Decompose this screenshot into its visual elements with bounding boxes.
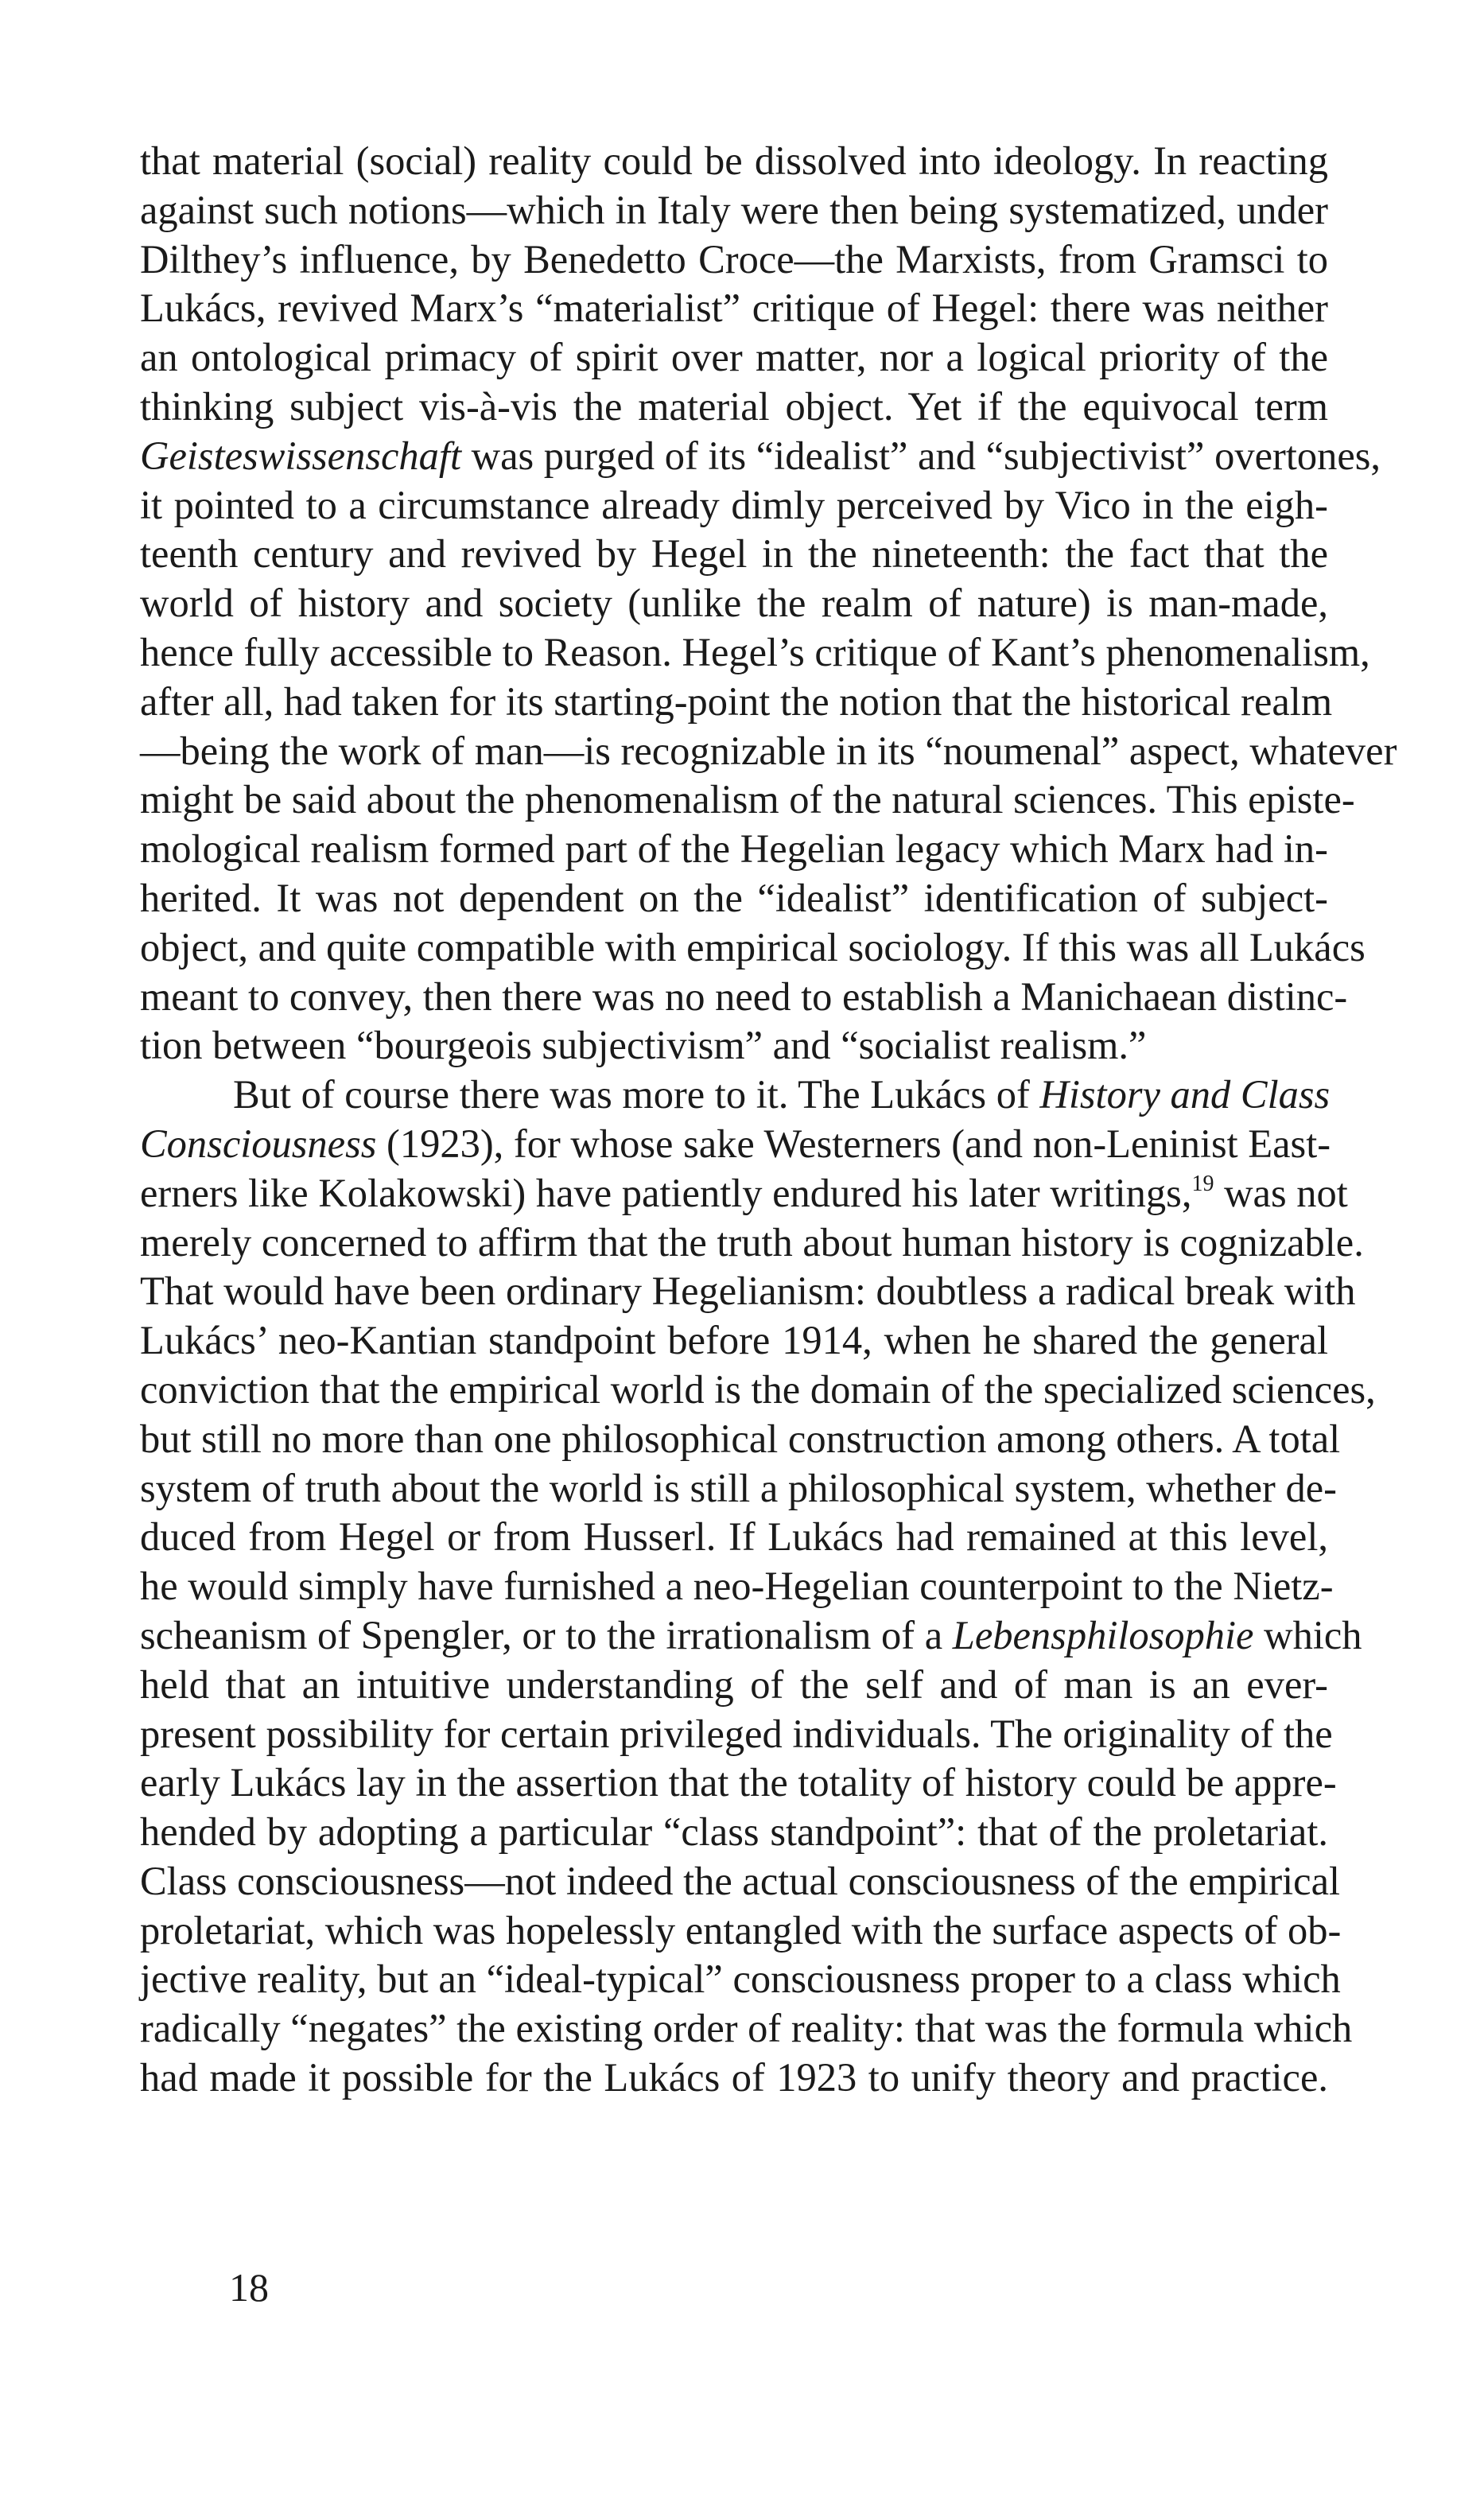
text-line: present possibility for certain privileged individuals. The originality of the (140, 1711, 1333, 1756)
text-line: but still no more than one philosophical construction among others. A total (140, 1416, 1341, 1461)
text-line: it pointed to a circumstance already dimly perceived by Vico in the eigh- (140, 482, 1328, 527)
text-line: Dilthey’s influence, by Benedetto Croce—the Marxists, from Gramsci to (140, 236, 1328, 282)
book-title: Consciousness (140, 1121, 377, 1166)
text-line: mological realism formed part of the Hegelian legacy which Marx had in- (140, 826, 1328, 872)
text-line: had made it possible for the Lukács of 1923 to unify theory and practice. (140, 2055, 1328, 2100)
text-span: erners like Kolakowski) have patiently endured his later writings, (140, 1170, 1192, 1215)
paragraph (140, 137, 1397, 1071)
text-line: Lukács’ neo-Kantian standpoint before 1914, when he shared the general (140, 1318, 1328, 1363)
text-line: hended by adopting a particular “class standpoint”: that of the proletariat. (140, 1809, 1328, 1855)
text-line: herited. It was not dependent on the “idealist” identification of subject- (140, 875, 1328, 920)
text-span: was not (1214, 1170, 1348, 1215)
text-line: held that an intuitive understanding of the self and of man is an ever- (140, 1661, 1328, 1707)
text-span: which (1253, 1612, 1362, 1657)
text-line: world of history and society (unlike the realm of nature) is man-made, (140, 581, 1328, 626)
text-line: —being the work of man—is recognizable in its “noumenal” aspect, whatever (140, 728, 1397, 773)
text-line: conviction that the empirical world is the domain of the specialized sciences, (140, 1366, 1376, 1412)
text-line: hence fully accessible to Reason. Hegel’s critique of Kant’s phenomenalism, (140, 629, 1370, 674)
text-line: he would simply have furnished a neo-Hegelian counterpoint to the Nietz- (140, 1564, 1334, 1609)
text-line: early Lukács lay in the assertion that the totality of history could be appre- (140, 1760, 1337, 1805)
text-line: That would have been ordinary Hegelianism: doubtless a radical break with (140, 1269, 1356, 1314)
text-line: proletariat, which was hopelessly entangled with the surface aspects of ob- (140, 1907, 1342, 1953)
text-line (140, 432, 1381, 481)
text-span: scheanism of Spengler, or to the irrationalism of a (140, 1612, 953, 1657)
text-line (140, 1169, 1348, 1218)
text-span: was purged of its “idealist” and “subjectivist” overtones, (460, 433, 1381, 478)
text-line: merely concerned to affirm that the truth about human history is cognizable. (140, 1219, 1364, 1265)
text-line: that material (social) reality could be dissolved into ideology. In reacting (140, 138, 1328, 183)
text-line: Lukács, revived Marx’s “materialist” critique of Hegel: there was neither (140, 286, 1328, 331)
text-line: meant to convey, then there was no need to establish a Manichaean distinc- (140, 973, 1348, 1019)
page-number: 18 (229, 2265, 269, 2310)
text-line: might be said about the phenomenalism of the natural sciences. This episte- (140, 777, 1355, 822)
text-line: teenth century and revived by Hegel in the nineteenth: the fact that the (140, 531, 1328, 577)
text-line (140, 1071, 1331, 1120)
text-line: an ontological primacy of spirit over matter, nor a logical priority of the (140, 335, 1328, 380)
paragraph (140, 1071, 1376, 2103)
text-line: jective reality, but an “ideal-typical” consciousness proper to a class which (140, 1957, 1341, 2002)
text-line: object, and quite compatible with empirical sociology. If this was all Lukács (140, 924, 1366, 970)
text-line: after all, had taken for its starting-point the notion that the historical realm (140, 678, 1333, 724)
text-line: radically “negates” the existing order of reality: that was the formula which (140, 2006, 1353, 2051)
page-body (140, 137, 1397, 2103)
text-line: system of truth about the world is still a philosophical system, whether de- (140, 1465, 1337, 1510)
text-line: Class consciousness—not indeed the actual consciousness of the empirical (140, 1858, 1341, 1903)
text-line: thinking subject vis-à-vis the material object. Yet if the equivocal term (140, 383, 1328, 429)
text-line: tion between “bourgeois subjectivism” and “socialist realism.” (140, 1023, 1147, 1068)
italic-term: Geisteswissenschaft (140, 433, 461, 478)
text-span: (1923), for whose sake Westerners (and non-Leninist East- (376, 1121, 1331, 1166)
footnote-marker[interactable]: 19 (1191, 1171, 1214, 1196)
text-line: against such notions—which in Italy were then being systematized, under (140, 187, 1328, 232)
text-span: But of course there was more to it. The Lukács of (233, 1072, 1040, 1117)
book-title: History and Class (1039, 1072, 1331, 1117)
text-line: duced from Hegel or from Husserl. If Lukács had remained at this level, (140, 1514, 1328, 1560)
text-line (140, 1611, 1362, 1661)
text-line (140, 1120, 1331, 1169)
italic-term: Lebensphilosophie (952, 1612, 1254, 1657)
